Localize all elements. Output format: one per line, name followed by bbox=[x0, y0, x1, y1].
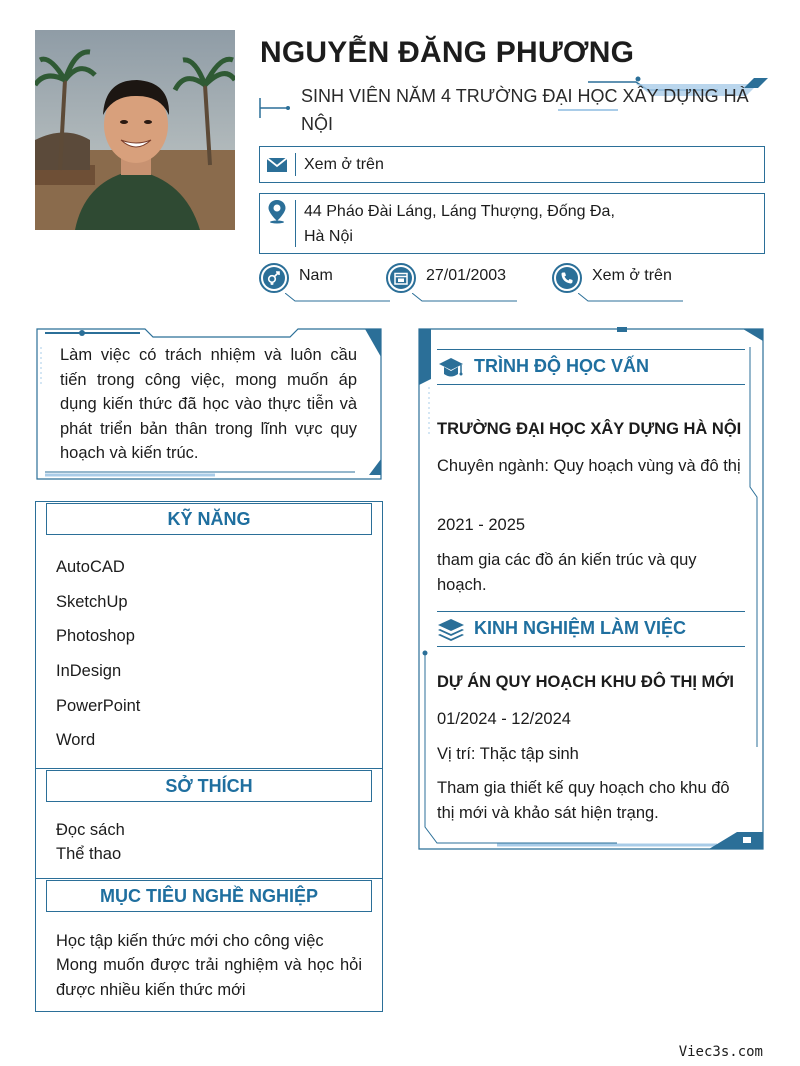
envelope-icon bbox=[264, 152, 290, 178]
skill-item: Photoshop bbox=[56, 627, 135, 645]
underline-decoration bbox=[578, 293, 693, 303]
education-note: tham gia các đồ án kiến trúc và quy hoạch. bbox=[437, 551, 697, 594]
skill-item: PowerPoint bbox=[56, 697, 141, 715]
education-school: TRƯỜNG ĐẠI HỌC XÂY DỰNG HÀ NỘI bbox=[437, 420, 742, 438]
experience-description: Tham gia thiết kế quy hoạch cho khu đô thị mới và khảo sát hiện trạng. bbox=[437, 779, 730, 822]
right-column-frame bbox=[417, 327, 765, 851]
candidate-title: SINH VIÊN NĂM 4 TRƯỜNG ĐẠI HỌC XÂY DỰNG HÀ NỘI bbox=[301, 86, 749, 134]
email-value: Xem ở trên bbox=[304, 156, 384, 173]
education-heading: TRÌNH ĐỘ HỌC VẤN bbox=[474, 356, 649, 376]
profile-photo bbox=[35, 30, 235, 230]
skill-item: AutoCAD bbox=[56, 558, 125, 576]
separator bbox=[295, 200, 296, 247]
career-goals-section bbox=[35, 878, 383, 1012]
career-goal-line-2: Mong muốn được trải nghiệm và học hỏi được nhiều kiến thức mới bbox=[56, 956, 362, 999]
education-major: Chuyên ngành: Quy hoạch vùng và đô thị bbox=[437, 457, 741, 475]
skill-item: SketchUp bbox=[56, 593, 128, 611]
experience-heading-bar bbox=[437, 611, 745, 647]
hobbies-section bbox=[35, 768, 383, 879]
experience-project: DỰ ÁN QUY HOẠCH KHU ĐÔ THỊ MỚI bbox=[437, 673, 734, 691]
address-line-1: 44 Pháo Đài Láng, Láng Thượng, Đống Đa, bbox=[304, 203, 615, 220]
skill-item: Word bbox=[56, 731, 96, 749]
experience-position: Vị trí: Thặc tập sinh bbox=[437, 745, 579, 763]
career-goals-heading: MỤC TIÊU NGHỀ NGHIỆP bbox=[46, 880, 372, 912]
separator bbox=[295, 153, 296, 176]
calendar-icon bbox=[386, 263, 416, 293]
skills-section bbox=[35, 501, 383, 769]
hobby-item: Thể thao bbox=[56, 845, 122, 863]
skill-item: InDesign bbox=[56, 662, 122, 680]
phone-icon bbox=[552, 263, 582, 293]
candidate-name: NGUYỄN ĐĂNG PHƯƠNG bbox=[260, 36, 635, 69]
experience-period: 01/2024 - 12/2024 bbox=[437, 710, 571, 728]
email-box bbox=[259, 146, 765, 183]
hobby-item: Đọc sách bbox=[56, 821, 125, 839]
hobbies-heading: SỞ THÍCH bbox=[46, 770, 372, 802]
phone-field bbox=[552, 263, 702, 299]
birthday-field bbox=[386, 263, 526, 299]
career-goal-line-1: Học tập kiến thức mới cho công việc bbox=[56, 932, 324, 950]
underline-decoration bbox=[285, 293, 400, 303]
gender-value: Nam bbox=[299, 267, 333, 284]
address-line-2: Hà Nội bbox=[304, 228, 353, 245]
footer-watermark: Viec3s.com bbox=[678, 1044, 763, 1060]
summary-text: Làm việc có trách nhiệm và luôn cầu tiến trong công việc, mong muốn áp dụng kiến thức đã học vào thực tiễn và phát triển bản thân trong lĩnh vực quy hoạch và kiến trúc. bbox=[60, 346, 357, 462]
address-box bbox=[259, 193, 765, 254]
experience-heading: KINH NGHIỆM LÀM VIỆC bbox=[474, 618, 687, 638]
map-pin-icon bbox=[264, 198, 290, 224]
phone-value: Xem ở trên bbox=[592, 267, 672, 284]
underline-decoration bbox=[412, 293, 527, 303]
gender-field bbox=[259, 263, 369, 299]
birthday-value: 27/01/2003 bbox=[426, 267, 507, 284]
education-heading-bar bbox=[437, 349, 745, 385]
layers-icon bbox=[437, 617, 465, 643]
gender-icon bbox=[259, 263, 289, 293]
summary-frame bbox=[35, 327, 383, 481]
address-value bbox=[304, 199, 615, 249]
graduation-cap-icon bbox=[437, 355, 465, 381]
skills-heading: KỸ NĂNG bbox=[46, 503, 372, 535]
education-period: 2021 - 2025 bbox=[437, 516, 526, 534]
